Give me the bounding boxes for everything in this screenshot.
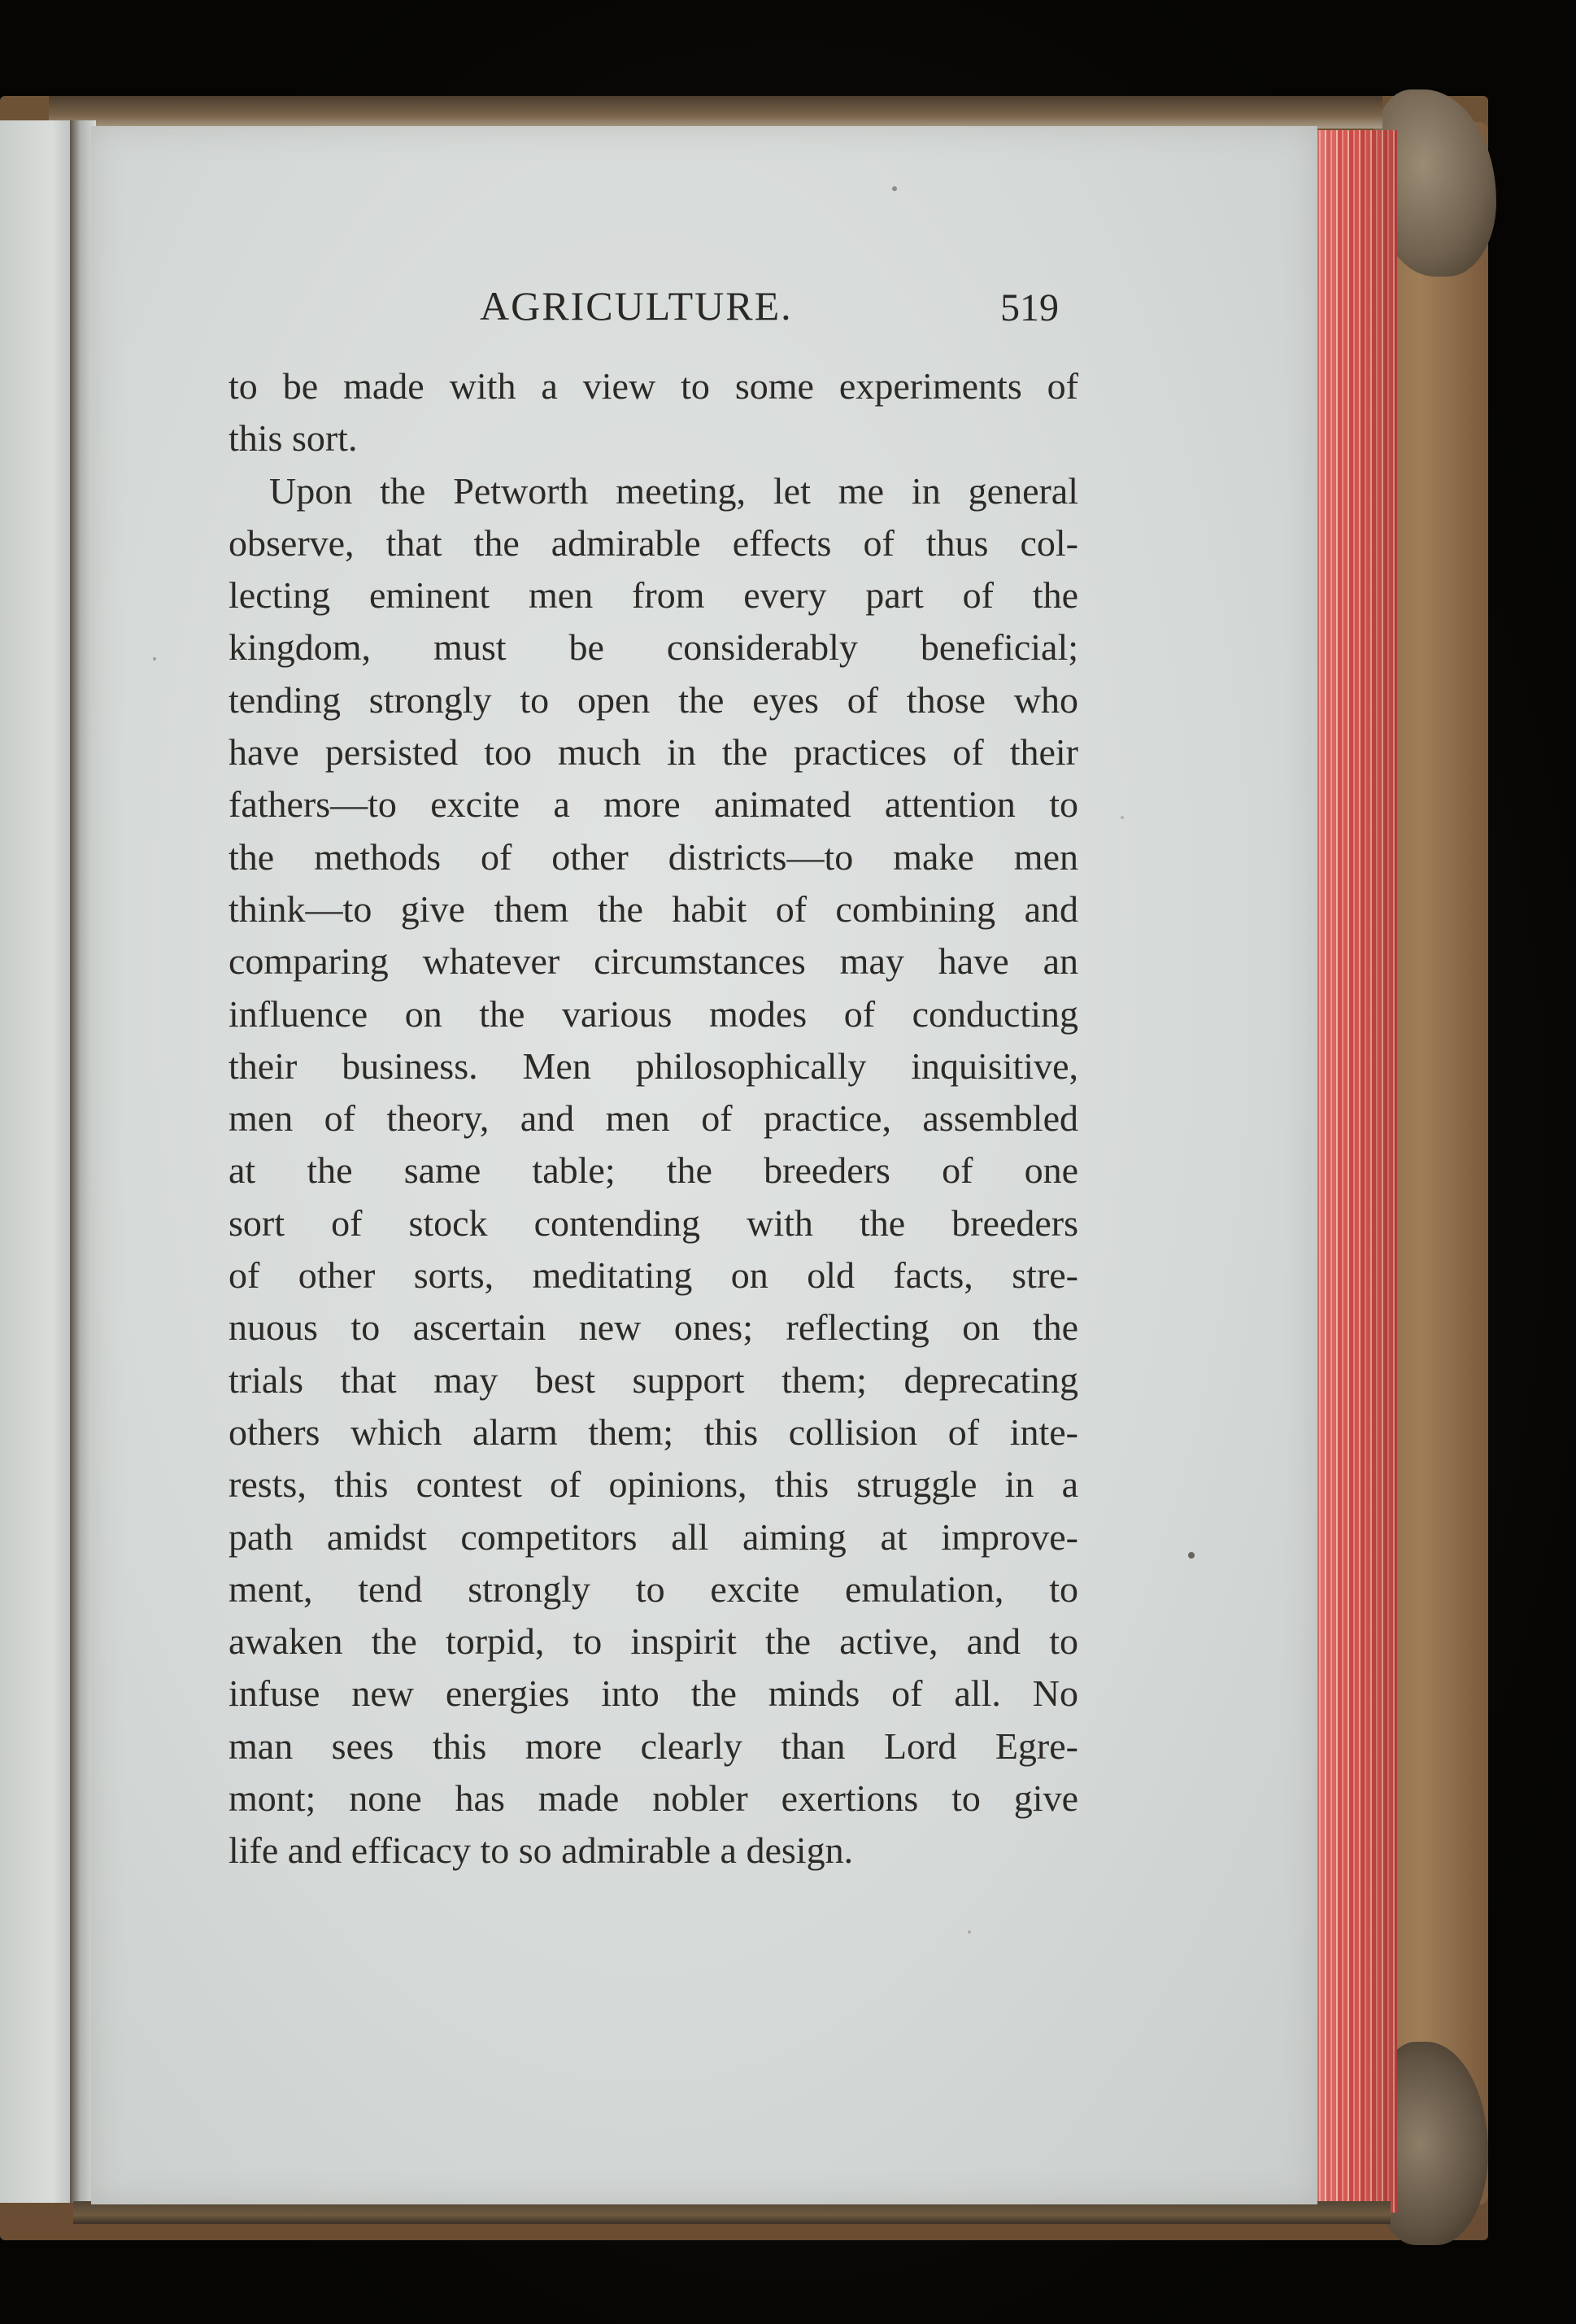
running-title: AGRICULTURE. (480, 283, 793, 329)
text-line: life and efficacy to so admirable a design. (229, 1829, 854, 1872)
text-line: tending strongly to open the eyes of those who (229, 678, 1078, 721)
text-line: nuous to ascertain new ones; reflecting on the (229, 1306, 1078, 1349)
text-line: think—to give them the habit of combining and (229, 887, 1078, 930)
text-line: rests, this contest of opinions, this struggle in a (229, 1463, 1078, 1506)
text-line: influence on the various modes of conducting (229, 992, 1078, 1035)
text-line: mont; none has made nobler exertions to give (229, 1777, 1078, 1820)
text-line: the methods of other districts—to make men (229, 835, 1078, 878)
text-line: of other sorts, meditating on old facts, stre- (229, 1254, 1078, 1297)
text-line: path amidst competitors all aiming at improve- (229, 1515, 1078, 1558)
text-line: at the same table; the breeders of one (229, 1149, 1078, 1192)
text-line: lecting eminent men from every part of the (229, 574, 1078, 617)
text-line: sort of stock contending with the breeders (229, 1201, 1078, 1244)
text-line: comparing whatever circumstances may have an (229, 940, 1078, 983)
text-line: others which alarm them; this collision of inte- (229, 1411, 1078, 1453)
text-line: to be made with a view to some experiments of (229, 365, 1078, 407)
text-line: men of theory, and men of practice, assembled (229, 1097, 1078, 1140)
text-line: their business. Men philosophically inquisitive, (229, 1044, 1078, 1087)
text-line: ment, tend strongly to excite emulation, to (229, 1568, 1078, 1610)
text-line: observe, that the admirable effects of thus col- (229, 521, 1078, 564)
text-line: man sees this more clearly than Lord Egre- (229, 1724, 1078, 1767)
text-line: kingdom, must be considerably beneficial; (229, 626, 1078, 669)
text-line: Upon the Petworth meeting, let me in general (269, 469, 1078, 512)
page-number: 519 (1000, 286, 1059, 329)
text-line: infuse new energies into the minds of all. No (229, 1672, 1078, 1715)
text-line: trials that may best support them; deprecating (229, 1358, 1078, 1401)
text-line: have persisted too much in the practices of their (229, 731, 1078, 774)
text-line: awaken the torpid, to inspirit the active, and to (229, 1620, 1078, 1663)
text-line: this sort. (229, 417, 358, 460)
text-line: fathers—to excite a more animated attention to (229, 783, 1078, 826)
